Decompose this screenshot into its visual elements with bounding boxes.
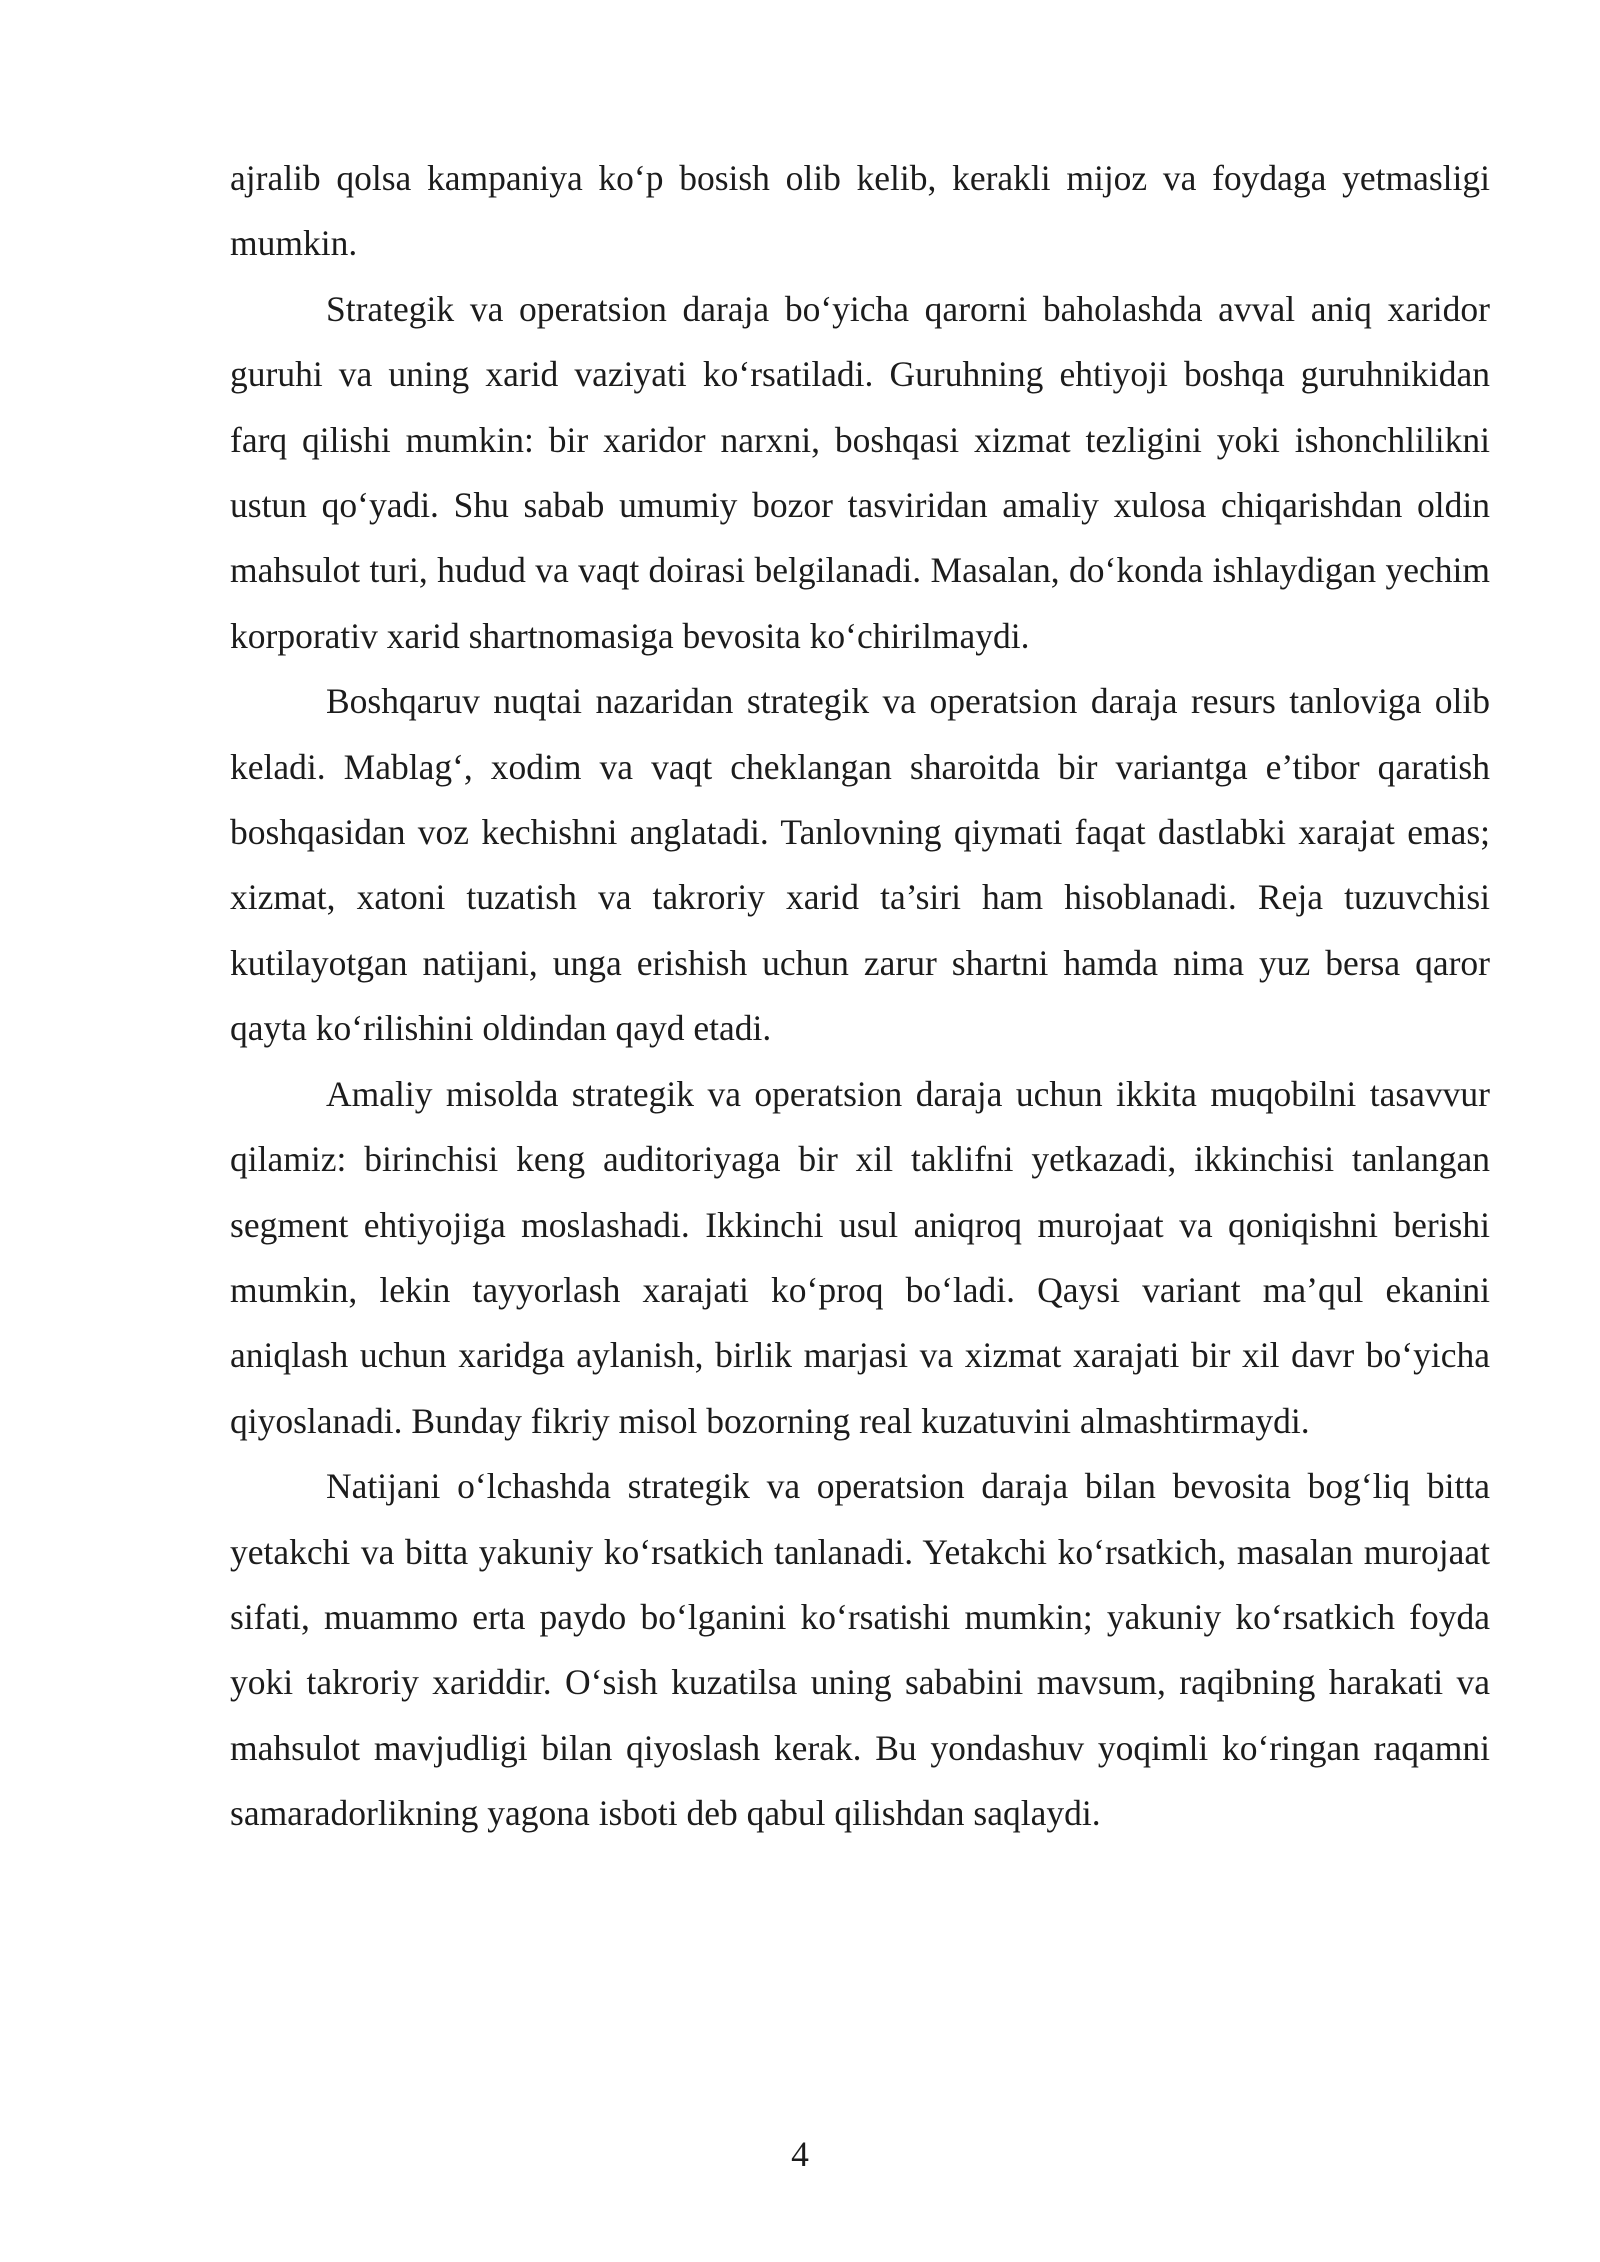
- paragraph: Strategik va operatsion daraja bo‘yicha qarorni baholashda avval aniq xaridor guruhi va uning xarid vaziyati ko‘rsatiladi. Guruhning ehtiyoji boshqa guruhnikidan farq qilishi mumkin: bir xaridor narxni, boshqasi xizmat tezligini yoki ishonchlilikni ustun qo‘yadi. Shu sabab umumiy bozor tasviridan amaliy xulosa chiqarishdan oldin mahsulot turi, hudud va vaqt doirasi belgilanadi. Masalan, do‘konda ishlaydigan yechim korporativ xarid shartnomasiga bevosita ko‘chirilmaydi.: [230, 288, 1490, 656]
- paragraph: Amaliy misolda strategik va operatsion daraja uchun ikkita muqobilni tasavvur qilamiz: birinchisi keng auditoriyaga bir xil taklifni yetkazadi, ikkinchisi tanlangan segment ehtiyojiga moslashadi. Ikkinchi usul aniqroq murojaat va qoniqishni berishi mumkin, lekin tayyorlash xarajati ko‘proq bo‘ladi. Qaysi variant ma’qul ekanini aniqlash uchun xaridga aylanish, birlik marjasi va xizmat xarajati bir xil davr bo‘yicha qiyoslanadi. Bunday fikriy misol bozorning real kuzatuvini almashtirmaydi.: [230, 1073, 1490, 1441]
- paragraph: Boshqaruv nuqtai nazaridan strategik va operatsion daraja resurs tanloviga olib keladi. Mablag‘, xodim va vaqt cheklangan sharoitda bir variantga e’tibor qaratish boshqasidan voz kechishni anglatadi. Tanlovning qiymati faqat dastlabki xarajat emas; xizmat, xatoni tuzatish va takroriy xarid ta’siri ham hisoblanadi. Reja tuzuvchisi kutilayotgan natijani, unga erishish uchun zarur shartni hamda nima yuz bersa qaror qayta ko‘rilishini oldindan qayd etadi.: [230, 681, 1490, 1049]
- page-number: 4: [791, 2134, 809, 2174]
- paragraph: Natijani o‘lchashda strategik va operatsion daraja bilan bevosita bog‘liq bitta yetakchi va bitta yakuniy ko‘rsatkich tanlanadi. Yetakchi ko‘rsatkich, masalan murojaat sifati, muammo erta paydo bo‘lganini ko‘rsatishi mumkin; yakuniy ko‘rsatkich foyda yoki takroriy xariddir. O‘sish kuzatilsa uning sababini mavsum, raqibning harakati va mahsulot mavjudligi bilan qiyoslash kerak. Bu yondashuv yoqimli ko‘ringan raqamni samaradorlikning yagona isboti deb qabul qilishdan saqlaydi.: [230, 1466, 1490, 1834]
- paragraph-continuation: ajralib qolsa kampaniya ko‘p bosish olib kelib, kerakli mijoz va foydaga yetmasligi mumkin.: [230, 158, 1490, 264]
- page-body: [230, 146, 1490, 1847]
